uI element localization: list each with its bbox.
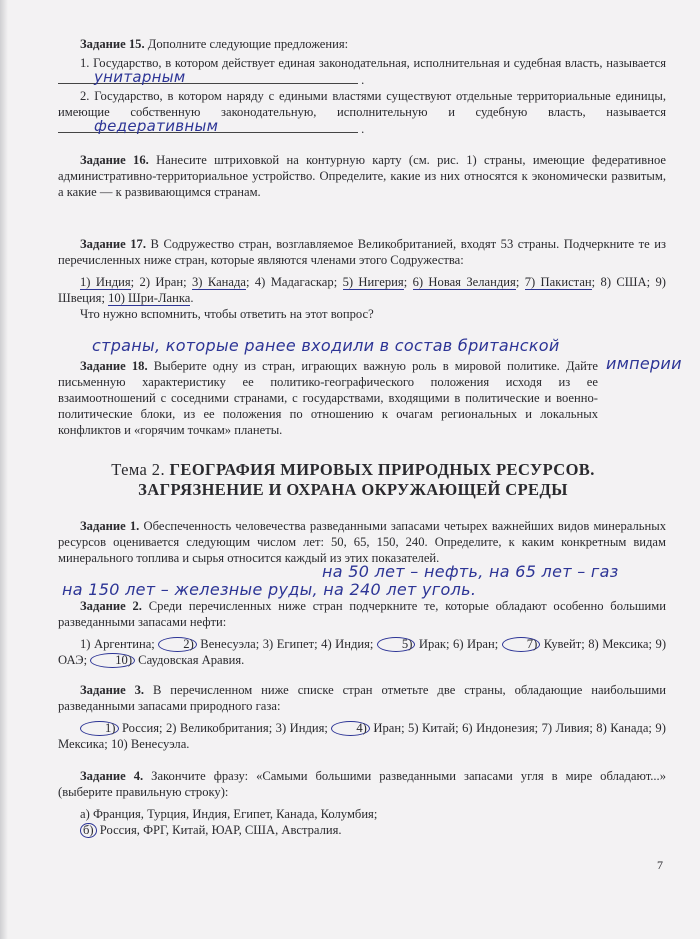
answer-field-2[interactable] [58,117,358,135]
topic-title [58,460,648,500]
option-number: 5) [377,637,416,652]
option-name: Франция, Турция, Индия, Египет, Канада, Колумбия; [92,807,378,821]
country-option[interactable]: 10) Венесуэла. [110,737,190,751]
option-number: б) [80,823,97,838]
task-4 [58,768,666,838]
task-3 [58,682,666,752]
option-number: 2) [158,637,197,652]
option-name: Иран [467,637,495,651]
option-name: Мексика [58,737,105,751]
country-option[interactable]: 6) Иран; [453,637,499,651]
option-number: 6) [453,637,464,651]
option-number: 9) [655,721,666,735]
option-name: Саудовская Аравия [138,653,242,667]
topic-number: Тема 2. [111,460,165,479]
option-name: ОАЭ [58,653,84,667]
option-name: Ирак [418,637,447,651]
task-label: Задание 4. [80,769,144,783]
option-name: Россия [121,721,159,735]
task-text: Дополните следующие предложения: [144,37,349,51]
answer-field-1[interactable] [58,68,358,86]
option-name: Иран [373,721,402,735]
country-option[interactable]: 4) Мадагаскар [254,275,334,289]
country-option[interactable]: 6) Индонезия; [462,721,539,735]
option-number: 1) [80,721,119,736]
country-option[interactable]: 5) Нигерия [342,275,404,289]
country-option[interactable]: 2) Иран [139,275,184,289]
task-label: Задание 18. [80,359,148,373]
topic-line-2: ЗАГРЯЗНЕНИЕ И ОХРАНА ОКРУЖАЮЩЕЙ СРЕДЫ [138,480,568,499]
option-number: 10) [110,737,128,751]
sentence-1: 1. Государство, в котором действует единая законодательная, исполнительная и судебная власть, называется [80,56,666,70]
country-option[interactable]: 5) Ирак; [377,637,450,651]
option-name: Индия [335,637,370,651]
country-option[interactable]: 1) Аргентина; [80,637,155,651]
sentence-2: 2. Государство, в котором наряду с едиными властями существуют отдельные территориальные единицы, имеющие собственную законодательную, исполнительную и судебную власть, называется [58,89,666,119]
task-text: Нанесите штриховкой на контурную карту (см. рис. 1) страны, имеющие федеративное административно-территориальное устройство. Определите, какие из них относятся к экономически развитым, а какие — к развивающимся странам. [58,153,666,199]
country-option[interactable]: 9) Швеция [58,275,666,305]
options-list [58,806,666,838]
country-option[interactable]: 9) Мексика; [58,721,666,751]
option-number: 4) [331,721,370,736]
task-1 [58,518,666,566]
question: Что нужно вспомнить, чтобы ответить на этот вопрос? [80,307,374,321]
topic-line-1: ГЕОГРАФИЯ МИРОВЫХ ПРИРОДНЫХ РЕСУРСОВ. [164,460,595,479]
option-number: 8) [596,721,607,735]
task-text: Выберите одну из стран, играющих важную роль в мировой политике. Дайте письменную характеристику ее политико-географического положения исходя из ее взаимоотношений с соседними странами, с государствами, входящими в политические и военно-политические блоки, из ее положения по отношению к очагам региональных и локальных конфликтов и «горячим точкам» планеты. [58,359,598,437]
handwritten-answer: на 150 лет – железные руды, на 240 лет уголь. [62,580,477,599]
country-option[interactable] [80,806,666,822]
handwritten-answer: империи [606,354,682,373]
option-name: Кувейт [543,637,582,651]
country-option[interactable]: 10) Шри-Ланка [108,291,191,305]
option-name: Венесуэла [200,637,256,651]
option-name: Египет [276,637,315,651]
option-number: 8) [588,637,599,651]
task-label: Задание 16. [80,153,149,167]
country-option[interactable]: 2) Великобритания; [165,721,273,735]
option-name: Китай [422,721,456,735]
task-text: Закончите фразу: «Самыми большими разведанными запасами угля в мире обладают...» (выберите правильную строку): [58,769,666,799]
country-option[interactable]: 7) Пакистан [524,275,592,289]
country-option[interactable]: 7) Кувейт; [502,637,585,651]
option-name: Великобритания [179,721,269,735]
country-option[interactable]: 9) ОАЭ; [58,637,667,667]
task-text: В Содружество стран, возглавляемое Великобританией, входят 53 страны. Подчеркните те из перечисленных ниже стран, которые являются членами этого Содружества: [58,237,667,267]
country-list [58,720,666,752]
option-name: Венесуэла [130,737,187,751]
country-list [58,636,666,668]
option-number: 6) [462,721,473,735]
task-16 [58,152,666,200]
option-name: Мексика [602,637,649,651]
country-option[interactable]: 2) Венесуэла; [158,637,259,651]
page-edge [0,0,8,939]
option-number: 10) [90,653,135,668]
option-number: 4) [321,637,332,651]
task-label: Задание 1. [80,519,140,533]
option-name: Аргентина [94,637,152,651]
option-number: 2) [165,721,177,735]
country-option[interactable]: 3) Индия; [275,721,328,735]
task-2 [58,598,666,668]
task-text: В перечисленном ниже списке стран отметьте две страны, обладающие наибольшими разведанными запасами природного газа: [58,683,666,713]
country-option[interactable]: 8) Мексика; [588,637,653,651]
option-number: 7) [541,721,553,735]
task-text: Обеспеченность человечества разведанными запасами четырех важнейших видов минеральных ресурсов оценивается следующим числом лет: 50, 65, 150, 240. Определите, к каким конкретным видам минерального топлива и сырья относится каждый из этих показателей. [58,519,667,565]
option-name: Канада [610,721,649,735]
country-option[interactable]: 1) Индия [80,275,131,289]
handwritten-answer: федеративным [94,117,219,135]
option-name: Индия [289,721,325,735]
page-number: 7 [657,858,663,872]
task-label: Задание 3. [80,683,145,697]
country-option[interactable]: 1) Россия; [80,721,162,735]
handwritten-answer: страны, которые ранее входили в состав британской [92,336,560,355]
country-option[interactable]: 7) Ливия; [541,721,593,735]
task-label: Задание 17. [80,237,146,251]
option-number: 3) [275,721,287,735]
country-option[interactable]: 3) Канада [191,275,246,289]
option-number: 7) [502,637,541,652]
country-list: 1) Индия; 2) Иран; 3) Канада; 4) Мадагаскар; 5) Нигерия; 6) Новая Зеландия; 7) Пакистан; 8) США; 9) Швеция; 10) Шри-Ланка. [58,275,666,305]
country-option[interactable] [80,822,666,838]
handwritten-answer: на 50 лет – нефть, на 65 лет – газ [322,562,619,581]
country-option[interactable]: 8) США [600,275,647,289]
country-option[interactable]: 5) Китай; [408,721,459,735]
country-option[interactable]: 4) Индия; [321,637,374,651]
country-option[interactable]: 8) Канада; [596,721,652,735]
country-option[interactable]: 4) Иран; [331,721,404,735]
task-15: Задание 15. Дополните следующие предложения: 1. Государство, в котором действует единая законодательная, исполнительная и судебная власть, называется унитарным . 2. Государство, в котором наряду с едиными властями существуют отдельные территориальные единицы, имеющие собственную законодательную, исполнительную и судебную власть, называется федеративным . [58,37,666,136]
country-option[interactable]: 6) Новая Зеландия [412,275,516,289]
option-number: 9) [655,637,667,651]
option-name: Ливия [555,721,590,735]
country-option[interactable]: 3) Египет; [262,637,318,651]
task-label: Задание 15. [80,37,145,51]
option-number: 3) [262,637,274,651]
option-name: Индонезия [476,721,535,735]
country-option[interactable]: 10) Саудовская Аравия. [90,653,244,667]
task-label: Задание 2. [80,599,142,613]
handwritten-answer: унитарным [94,68,186,86]
task-17 [58,236,666,322]
option-number: 1) [80,637,91,651]
option-number: 5) [408,721,419,735]
option-name: Россия, ФРГ, Китай, ЮАР, США, Австралия. [99,823,342,837]
task-18 [58,358,598,438]
task-text: Среди перечисленных ниже стран подчеркните те, которые обладают особенно большими разведанными запасами нефти: [58,599,667,629]
option-number: а) [80,807,90,821]
